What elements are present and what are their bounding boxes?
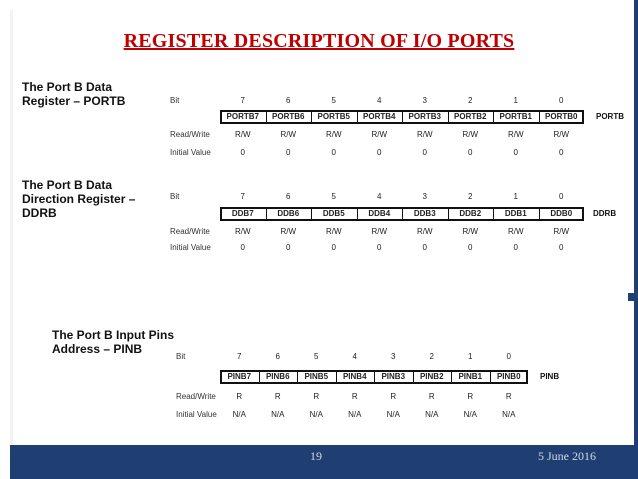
initial-value: 0 — [468, 148, 473, 157]
read-write-row-label: Read/Write — [170, 227, 210, 236]
bit-field-name: DDB4 — [368, 209, 391, 218]
register-label-line: The Port B Input Pins — [52, 328, 174, 342]
bit-field-name: PINB6 — [265, 372, 290, 381]
register-label-line: The Port B Data — [22, 80, 113, 94]
bit-field-name: PORTB5 — [317, 112, 350, 121]
initial-value: 0 — [286, 148, 291, 157]
read-write-value: R — [351, 392, 358, 401]
bit-field-name: DDB7 — [231, 209, 254, 218]
initial-value: 0 — [468, 243, 473, 252]
initial-value: N/A — [232, 410, 246, 419]
bit-number: 3 — [391, 352, 396, 361]
register-label — [52, 328, 174, 356]
initial-value: 0 — [422, 243, 427, 252]
bit-field-name: DDB6 — [277, 209, 300, 218]
bit-number: 4 — [377, 192, 382, 201]
read-write-value: R/W — [507, 130, 524, 139]
read-write-value: R — [505, 392, 512, 401]
register-label — [22, 80, 125, 108]
bit-number: 5 — [314, 352, 319, 361]
initial-value-row-label: Initial Value — [170, 243, 211, 252]
initial-value-row-label: Initial Value — [170, 148, 211, 157]
bit-field-name: DDB5 — [322, 209, 345, 218]
read-write-value: R — [313, 392, 320, 401]
bit-field-name: PINB3 — [381, 372, 406, 381]
register-name: DDRB — [593, 209, 617, 218]
slide-title: REGISTER DESCRIPTION OF I/O PORTS — [123, 30, 515, 52]
initial-value: 0 — [559, 148, 564, 157]
initial-value: 0 — [513, 148, 518, 157]
initial-value: N/A — [348, 410, 362, 419]
read-write-value: R/W — [507, 227, 524, 236]
bit-number: 4 — [377, 96, 382, 105]
read-write-value: R/W — [553, 130, 570, 139]
bit-field-name: PORTB3 — [408, 112, 441, 121]
initial-value: N/A — [463, 410, 477, 419]
initial-value: 0 — [422, 148, 427, 157]
initial-value: 0 — [240, 243, 245, 252]
read-write-value: R/W — [416, 130, 433, 139]
initial-value: N/A — [386, 410, 400, 419]
read-write-value: R/W — [234, 130, 251, 139]
read-write-value: R/W — [416, 227, 433, 236]
bit-number: 2 — [429, 352, 434, 361]
read-write-value: R/W — [553, 227, 570, 236]
initial-value: 0 — [513, 243, 518, 252]
bit-field-name: DDB2 — [459, 209, 482, 218]
initial-value: 0 — [331, 148, 336, 157]
bit-field-name: DDB0 — [550, 209, 573, 218]
register-label-line: Register – PORTB — [22, 94, 126, 108]
bit-field-name: PINB2 — [419, 372, 444, 381]
bit-field-name: PORTB1 — [499, 112, 532, 121]
initial-value: 0 — [240, 148, 245, 157]
bit-field-name: PINB1 — [458, 372, 483, 381]
register-name: PINB — [540, 372, 560, 381]
read-write-value: R — [274, 392, 281, 401]
register-label-line: The Port B Data — [22, 178, 113, 192]
bit-row-label: Bit — [176, 352, 186, 361]
register-label-line: DDRB — [22, 206, 57, 220]
read-write-value: R — [467, 392, 474, 401]
bit-number: 4 — [352, 352, 357, 361]
read-write-value: R/W — [462, 130, 479, 139]
read-write-value: R/W — [280, 227, 297, 236]
bit-field-name: DDB3 — [413, 209, 436, 218]
bit-number: 0 — [559, 96, 564, 105]
read-write-value: R/W — [325, 130, 342, 139]
right-border — [634, 0, 638, 479]
bit-number: 7 — [240, 192, 245, 201]
bit-number: 2 — [468, 96, 473, 105]
bit-number: 6 — [275, 352, 280, 361]
read-write-row-label: Read/Write — [170, 130, 210, 139]
bit-number: 7 — [240, 96, 245, 105]
bit-number: 5 — [331, 192, 336, 201]
bit-field-name: PORTB6 — [272, 112, 305, 121]
initial-value: N/A — [271, 410, 285, 419]
bit-number: 2 — [468, 192, 473, 201]
read-write-value: R/W — [462, 227, 479, 236]
bit-number: 6 — [286, 192, 291, 201]
bit-field-name: PORTB7 — [226, 112, 259, 121]
bit-row-label: Bit — [170, 96, 180, 105]
page-number: 19 — [310, 449, 322, 463]
bit-row-label: Bit — [170, 192, 180, 201]
register-name: PORTB — [596, 112, 624, 121]
bit-number: 5 — [331, 96, 336, 105]
read-write-value: R — [428, 392, 435, 401]
initial-value: 0 — [559, 243, 564, 252]
left-border — [10, 10, 13, 468]
initial-value: 0 — [286, 243, 291, 252]
bit-number: 0 — [559, 192, 564, 201]
read-write-value: R/W — [371, 130, 388, 139]
bit-number: 0 — [506, 352, 511, 361]
read-write-row-label: Read/Write — [176, 392, 216, 401]
bit-number: 1 — [513, 96, 518, 105]
bit-field-name: DDB1 — [504, 209, 527, 218]
bit-number: 1 — [513, 192, 518, 201]
initial-value-row-label: Initial Value — [176, 410, 217, 419]
read-write-value: R — [236, 392, 243, 401]
register-label-line: Direction Register – — [22, 192, 136, 206]
bit-field-name: PORTB2 — [454, 112, 487, 121]
bit-field-name: PINB4 — [342, 372, 367, 381]
bit-field-name: PORTB4 — [363, 112, 396, 121]
read-write-value: R/W — [325, 227, 342, 236]
bit-field-name: PINB5 — [304, 372, 329, 381]
initial-value: N/A — [502, 410, 516, 419]
initial-value: 0 — [331, 243, 336, 252]
footer-date: 5 June 2016 — [538, 449, 596, 463]
read-write-value: R/W — [234, 227, 251, 236]
read-write-value: R/W — [371, 227, 388, 236]
bit-number: 3 — [422, 96, 427, 105]
initial-value: 0 — [377, 148, 382, 157]
bit-field-name: PINB0 — [496, 372, 521, 381]
bit-field-name: PINB7 — [227, 372, 252, 381]
register-label-line: Address – PINB — [52, 342, 143, 356]
read-write-value: R/W — [280, 130, 297, 139]
bit-number: 7 — [237, 352, 242, 361]
bit-field-name: PORTB0 — [545, 112, 578, 121]
initial-value: 0 — [377, 243, 382, 252]
register-label — [22, 178, 135, 220]
bit-number: 3 — [422, 192, 427, 201]
bit-number: 1 — [468, 352, 473, 361]
initial-value: N/A — [425, 410, 439, 419]
initial-value: N/A — [309, 410, 323, 419]
read-write-value: R — [390, 392, 397, 401]
decorative-square — [628, 293, 636, 301]
bit-number: 6 — [286, 96, 291, 105]
